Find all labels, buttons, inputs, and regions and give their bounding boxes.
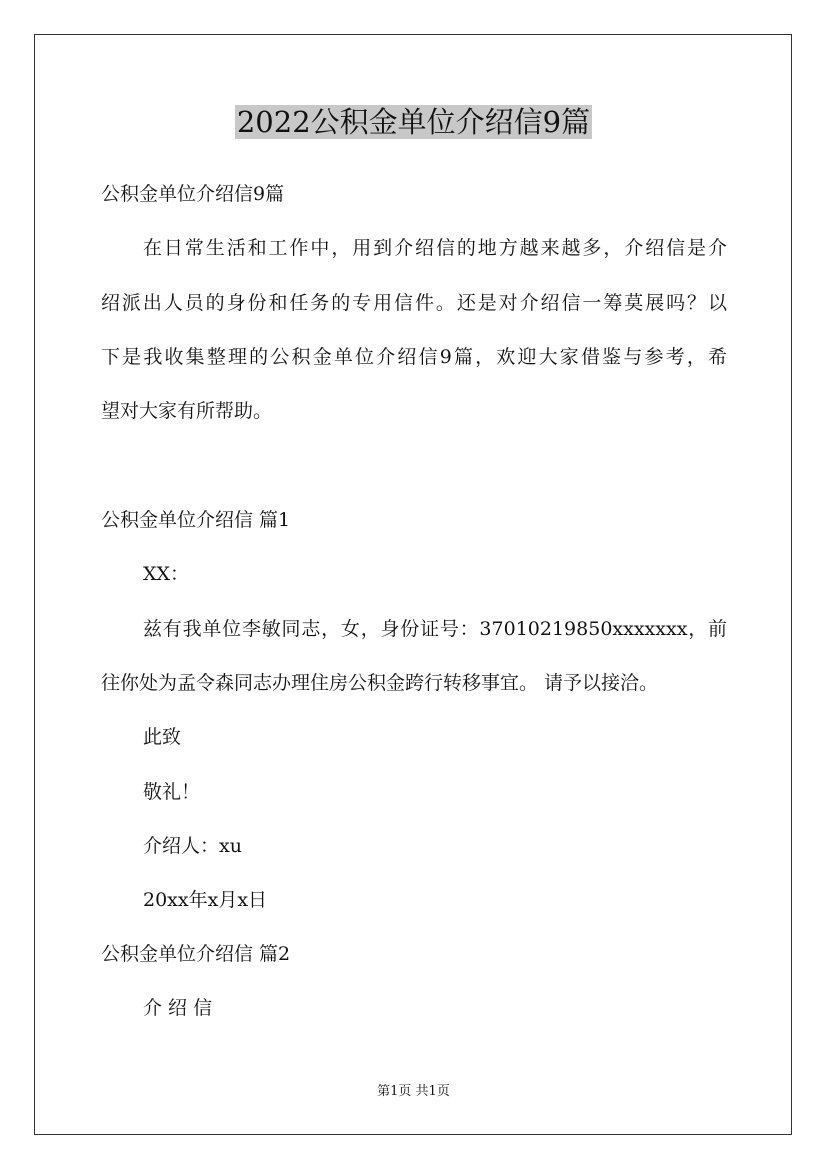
section1-closing-1: 此致 bbox=[143, 726, 182, 748]
document-title-text: 2022公积金单位介绍信9篇 bbox=[236, 105, 591, 139]
document-subtitle: 公积金单位介绍信9篇 bbox=[101, 183, 285, 205]
intro-line-4: 望对大家有所帮助。 bbox=[101, 400, 273, 422]
intro-line-3: 下是我收集整理的公积金单位介绍信9篇，欢迎大家借鉴与参考，希 bbox=[101, 346, 727, 368]
section2-heading: 公积金单位介绍信 篇2 bbox=[101, 943, 291, 965]
section1-heading: 公积金单位介绍信 篇1 bbox=[101, 509, 291, 531]
section1-introducer: 介绍人：xu bbox=[143, 835, 242, 857]
section1-closing-2: 敬礼！ bbox=[143, 781, 201, 803]
page-footer: 第1页 共1页 bbox=[377, 1084, 450, 1099]
section1-body-line-2: 往你处为孟令森同志办理住房公积金跨行转移事宜。 请予以接洽。 bbox=[101, 672, 659, 694]
section1-salutation: XX： bbox=[143, 563, 190, 585]
intro-line-1: 在日常生活和工作中，用到介绍信的地方越来越多，介绍信是介 bbox=[143, 237, 727, 259]
intro-line-2: 绍派出人员的身份和任务的专用信件。还是对介绍信一筹莫展吗？以 bbox=[101, 292, 727, 314]
section2-letter-title: 介 绍 信 bbox=[143, 997, 213, 1019]
section1-body-line-1: 兹有我单位李敏同志，女，身份证号：37010219850xxxxxxx，前 bbox=[143, 618, 727, 640]
document-title bbox=[0, 100, 827, 144]
section1-date: 20xx年x月x日 bbox=[143, 889, 268, 911]
